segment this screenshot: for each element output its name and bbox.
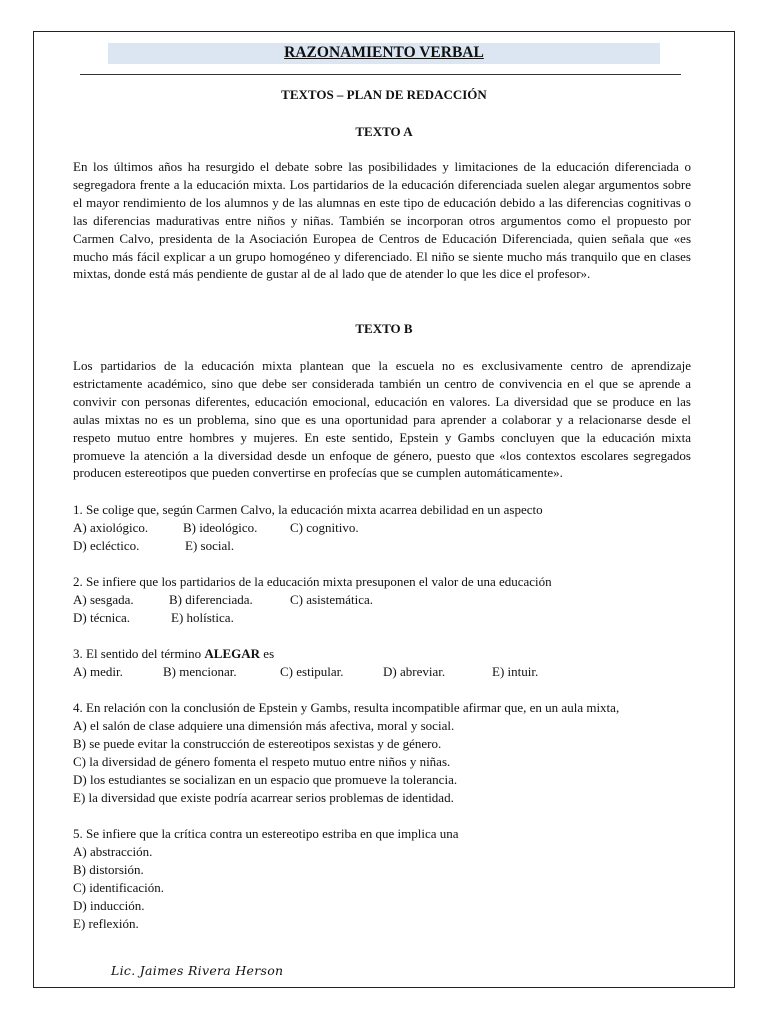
q3-stem-term: ALEGAR bbox=[204, 646, 261, 661]
q5-option-d: D) inducción. bbox=[73, 898, 145, 913]
question-1-stem: 1. Se colige que, según Carmen Calvo, la educación mixta acarrea debilidad en un aspecto bbox=[73, 502, 543, 517]
q1-option-c: C) cognitivo. bbox=[290, 520, 359, 535]
q1-option-e: E) social. bbox=[185, 538, 235, 553]
question-4 bbox=[73, 699, 693, 807]
q4-option-b: B) se puede evitar la construcción de estereotipos sexistas y de género. bbox=[73, 736, 442, 751]
q4-option-d: D) los estudiantes se socializan en un espacio que promueve la tolerancia. bbox=[73, 772, 458, 787]
q5-option-b: B) distorsión. bbox=[73, 862, 144, 877]
section-subtitle: TEXTOS – PLAN DE REDACCIÓN bbox=[281, 87, 487, 102]
question-5 bbox=[73, 825, 693, 933]
question-2 bbox=[73, 573, 693, 627]
author-signature: Lic. Jaimes Rivera Herson bbox=[111, 963, 284, 978]
texto-b-heading: TEXTO B bbox=[355, 321, 413, 336]
q3-option-c: C) estipular. bbox=[280, 664, 344, 679]
q3-stem-prefix: 3. El sentido del término bbox=[73, 646, 205, 661]
page-title: RAZONAMIENTO VERBAL bbox=[284, 44, 484, 61]
q5-option-c: C) identificación. bbox=[73, 880, 164, 895]
title-divider bbox=[80, 74, 681, 75]
question-1 bbox=[73, 501, 693, 555]
q5-option-e: E) reflexión. bbox=[73, 916, 139, 931]
question-5-stem: 5. Se infiere que la crítica contra un estereotipo estriba en que implica una bbox=[73, 826, 459, 841]
q1-option-a: A) axiológico. bbox=[73, 520, 149, 535]
q4-option-e: E) la diversidad que existe podría acarrear serios problemas de identidad. bbox=[73, 790, 454, 805]
question-3-stem bbox=[73, 645, 693, 663]
question-2-stem: 2. Se infiere que los partidarios de la educación mixta presuponen el valor de una educación bbox=[73, 574, 552, 589]
q3-option-e: E) intuir. bbox=[492, 664, 539, 679]
question-4-stem: 4. En relación con la conclusión de Epstein y Gambs, resulta incompatible afirmar que, en un aula mixta, bbox=[73, 700, 620, 715]
q1-option-b: B) ideológico. bbox=[183, 520, 258, 535]
texto-b-body: Los partidarios de la educación mixta plantean que la escuela no es exclusivamente centro de aprendizaje estrictamente académico, sino que debe ser considerada también un centro de convivencia en el que se aprende a convivir con personas diferentes, educación emocional, educación en valores. La diversidad que se produce en las aulas mixtas no es un problema, sino que es una oportunidad para aprender a colaborar y a relacionarse desde el respeto mutuo entre hombres y mujeres. En este sentido, Epstein y Gambs concluyen que la educación mixta promueve la atención a la diversidad desde un enfoque de género, puesto que «los contextos escolares segregados producen estereotipos que pueden convertirse en profecías que se cumplen automáticamente». bbox=[73, 358, 691, 481]
q2-option-b: B) diferenciada. bbox=[169, 592, 253, 607]
question-3 bbox=[73, 645, 693, 681]
texto-a-heading: TEXTO A bbox=[355, 124, 413, 139]
q5-option-a: A) abstracción. bbox=[73, 844, 153, 859]
q4-option-c: C) la diversidad de género fomenta el respeto mutuo entre niños y niñas. bbox=[73, 754, 451, 769]
q3-stem-suffix: es bbox=[260, 646, 275, 661]
q1-option-d: D) ecléctico. bbox=[73, 538, 140, 553]
q2-option-d: D) técnica. bbox=[73, 610, 131, 625]
q3-option-d: D) abreviar. bbox=[383, 664, 446, 679]
q2-option-c: C) asistemática. bbox=[290, 592, 374, 607]
q3-option-a: A) medir. bbox=[73, 664, 123, 679]
q3-option-b: B) mencionar. bbox=[163, 664, 237, 679]
texto-a-body: En los últimos años ha resurgido el debate sobre las posibilidades y limitaciones de la educación diferenciada o segregadora frente a la educación mixta. Los partidarios de la educación diferenciada suelen alegar argumentos sobre el mayor rendimiento de los alumnos y de las alumnas en este tipo de educación debido a las diferencias cognitivas o las diferencias madurativas entre niños y niñas. También se incorporan otros argumentos como el propuesto por Carmen Calvo, presidenta de la Asociación Europea de Centros de Educación Diferenciada, quien señala que «es mucho más fácil explicar a un grupo homogéneo y diferenciado. El niño se siente mucho más tranquilo que en clases mixtas, donde está más pendiente de gustar al de al lado que de atender lo que les dice el profesor». bbox=[73, 159, 691, 282]
q2-option-a: A) sesgada. bbox=[73, 592, 134, 607]
q4-option-a: A) el salón de clase adquiere una dimensión más afectiva, moral y social. bbox=[73, 718, 455, 733]
q2-option-e: E) holística. bbox=[171, 610, 234, 625]
